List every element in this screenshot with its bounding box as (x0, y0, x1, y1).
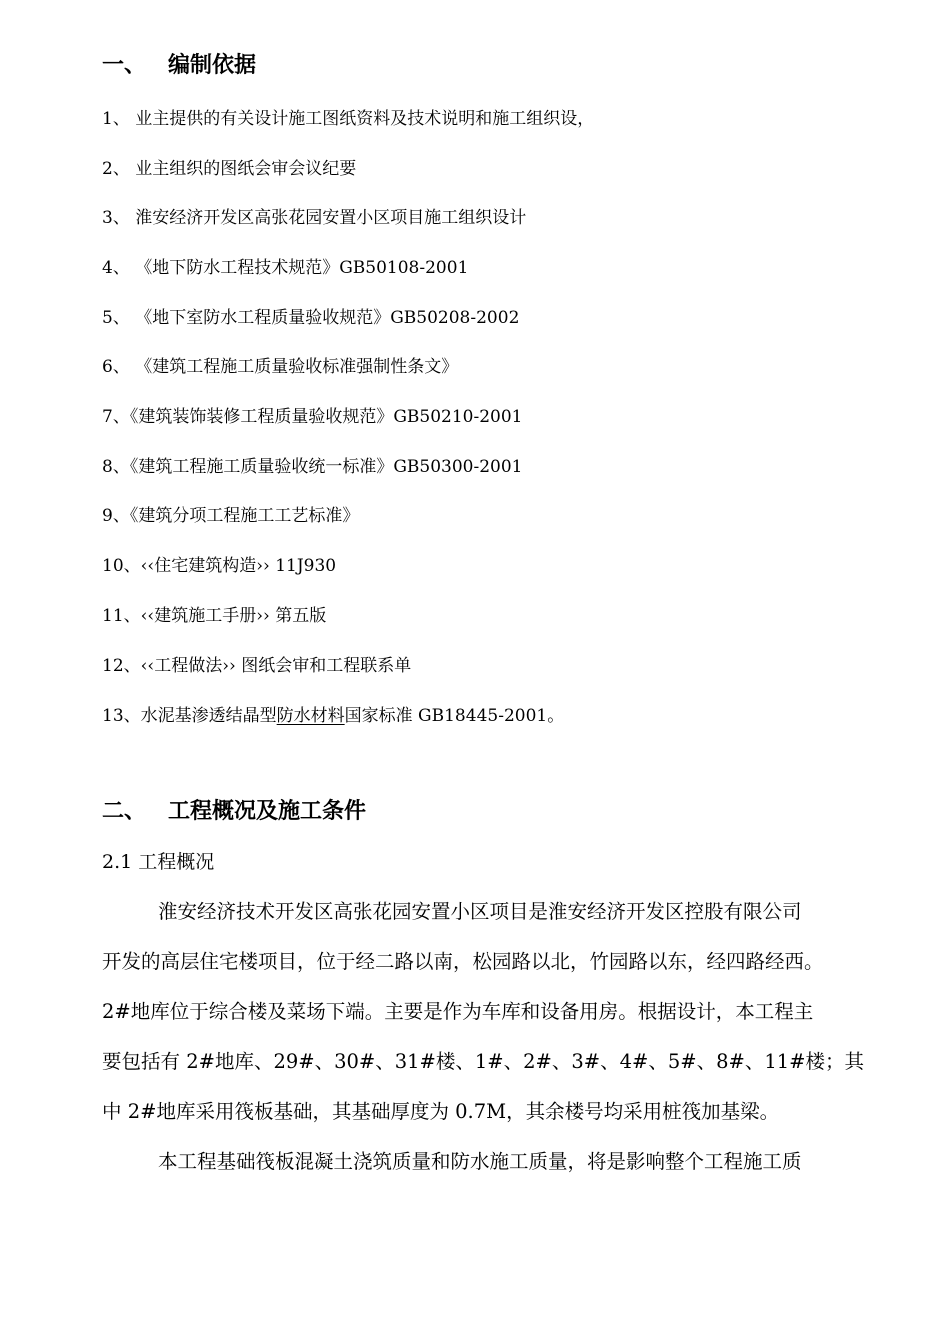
section-1-number: 一、 (102, 52, 147, 78)
list-item-12: 12、‹‹工程做法›› 图纸会审和工程联系单 (102, 656, 412, 676)
list-item-7: 7、《建筑装饰装修工程质量验收规范》GB50210-2001 (102, 407, 523, 427)
list-item-1: 1、 业主提供的有关设计施工图纸资料及技术说明和施工组织设， (102, 109, 595, 129)
paragraph-1-line-1: 淮安经济技术开发区高张花园安置小区项目是淮安经济开发区控股有限公司 (158, 900, 802, 923)
list-item-9: 9、《建筑分项工程施工工艺标准》 (102, 506, 360, 526)
list-item-13 (102, 704, 564, 728)
list-item-11: 11、‹‹建筑施工手册›› 第五版 (102, 606, 327, 626)
list-item-2: 2、 业主组织的图纸会审会议纪要 (102, 159, 357, 179)
list-item-3: 3、 淮安经济开发区高张花园安置小区项目施工组织设计 (102, 208, 527, 228)
paragraph-1-line-3: 2#地库位于综合楼及菜场下端。主要是作为车库和设备用房。根据设计，本工程主 (102, 1000, 814, 1023)
list-item-8: 8、《建筑工程施工质量验收统一标准》GB50300-2001 (102, 457, 523, 477)
paragraph-1-line-4: 要包括有 2#地库、29#、30#、31#楼、1#、2#、3#、4#、5#、8#、11#楼；其 (102, 1050, 865, 1073)
list-item-5: 5、 《地下室防水工程质量验收规范》GB50208-2002 (102, 308, 520, 328)
list-item-6: 6、 《建筑工程施工质量验收标准强制性条文》 (102, 357, 459, 377)
section-1-heading (102, 50, 256, 80)
paragraph-2-line-1: 本工程基础筏板混凝土浇筑质量和防水施工质量，将是影响整个工程施工质 (158, 1150, 802, 1173)
paragraph-1-line-2: 开发的高层住宅楼项目，位于经二路以南，松园路以北，竹园路以东，经四路经西。 (102, 950, 824, 973)
subsection-heading: 2.1 工程概况 (102, 851, 215, 873)
list-item-13-underlined: 防水材料 (276, 706, 345, 726)
list-item-13-suffix: 国家标准 GB18445-2001。 (344, 706, 565, 726)
section-2-heading (102, 796, 366, 826)
list-item-10: 10、‹‹住宅建筑构造›› 11J930 (102, 556, 337, 576)
paragraph-2 (102, 1137, 914, 1187)
list-item-13-prefix: 13、水泥基渗透结晶型 (102, 706, 277, 726)
section-2-number: 二、 (102, 798, 147, 824)
paragraph-1 (102, 887, 914, 1137)
section-2-title: 工程概况及施工条件 (168, 798, 367, 824)
paragraph-1-line-5: 中 2#地库采用筏板基础，其基础厚度为 0.7M，其余楼号均采用桩筏加基梁。 (102, 1100, 780, 1123)
section-1-title: 编制依据 (168, 52, 257, 78)
list-item-4: 4、 《地下防水工程技术规范》GB50108-2001 (102, 258, 469, 278)
